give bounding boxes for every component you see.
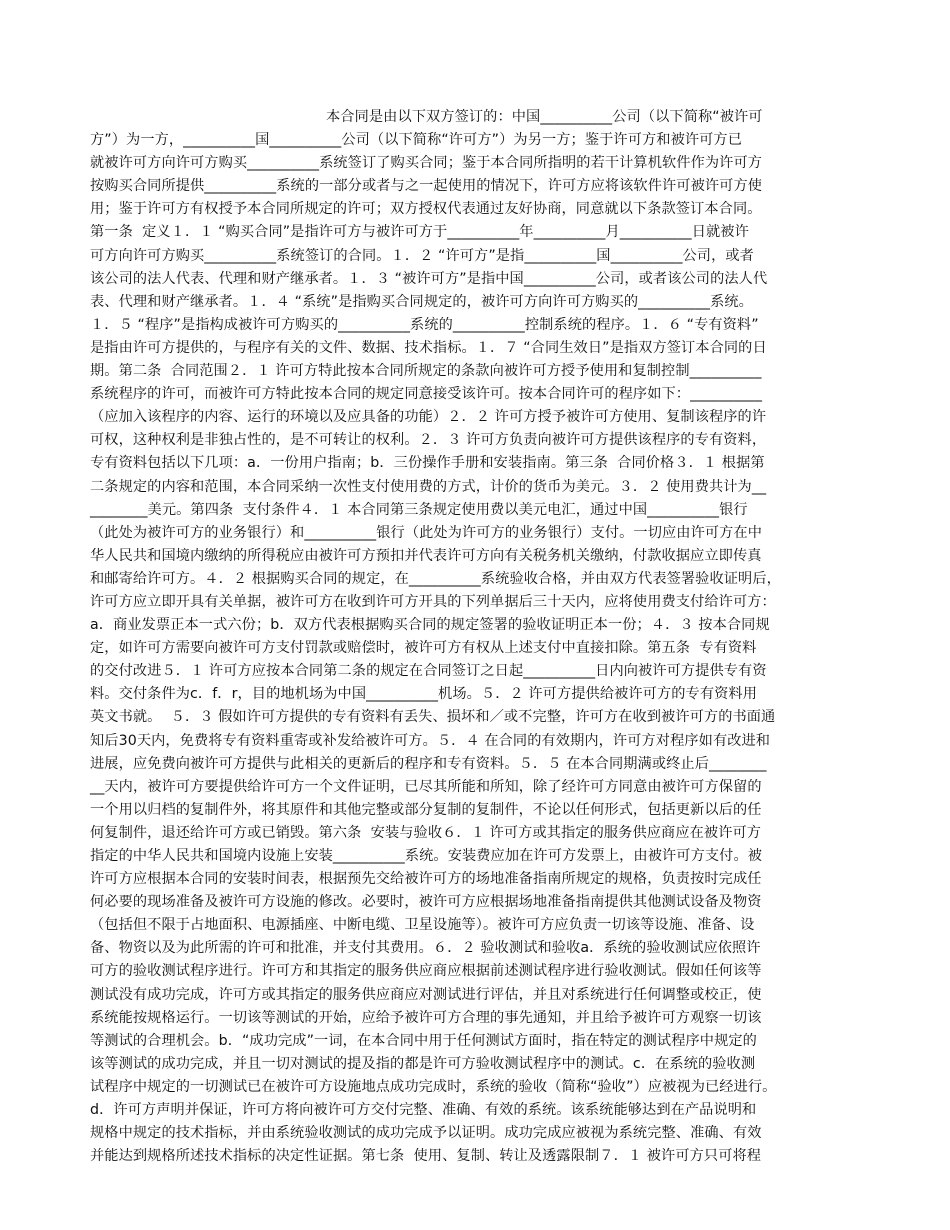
text-line: 该公司的法人代表、代理和财产继承者。１．３ “被许可方”是指中国__________公司，或者该公司的法人代 <box>90 270 768 287</box>
text-line: 按购买合同所提供__________系统的一部分或者与之一起使用的情况下，许可方应将该软件许可被许可方使 <box>90 178 763 195</box>
text-line: 第一条 定义１．１ “购买合同”是指许可方与被许可方于__________年__________月__________日就被许 <box>90 224 749 241</box>
text-line: 专有资料包括以下几项：a．一份用户指南；b．三份操作手册和安装指南。第三条 合同价格３．１ 根据第 <box>90 455 765 472</box>
text-line: 二条规定的内容和范围，本合同采纳一次性支付使用费的方式，计价的货币为美元。３．２ 使用费共计为__ <box>90 478 767 495</box>
text-line: a．商业发票正本一式六份；b．双方代表根据购买合同的规定签署的验收证明正本一份；４．３ 按本合同规 <box>90 617 770 634</box>
text-line: 可权，这种权利是非独占性的，是不可转让的权利。２．３ 许可方负责向被许可方提供该程序的专有资料， <box>90 432 767 449</box>
text-line: 指定的中华人民共和国境内设施上安装__________系统。安装费应加在许可方发票上，由被许可方支付。被 <box>90 848 763 864</box>
text-line: 备、物资以及为此所需的许可和批准，并支付其费用。６．２ 验收测试和验收a．系统的验收测试应依照许 <box>90 940 761 957</box>
text-line: 试程序中规定的一切测试已在被许可方设施地点成功完成时，系统的验收（简称“验收”）应被视为已经进行。 <box>90 1078 777 1095</box>
text-line: （应加入该程序的内容、运行的环境以及应具备的功能）２．２ 许可方授予被许可方使用、复制该程序的许 <box>90 409 767 426</box>
text-line: 测试没有成功完成，许可方或其指定的服务供应商应对测试进行评估，并且对系统进行任何调整或校正，使 <box>90 986 762 1003</box>
text-line: ________美元。第四条 支付条件４．１ 本合同第三条规定使用费以美元电汇，通过中国__________银行 <box>90 501 748 518</box>
text-line: 本合同是由以下双方签订的：中国__________公司（以下简称“被许可 <box>326 109 763 125</box>
text-line: 系统程序的许可，而被许可方特此按本合同的规定同意接受该许可。按本合同许可的程序如下：__________ <box>90 386 763 403</box>
text-line: 和邮寄给许可方。４．２ 根据购买合同的规定，在__________系统验收合格，并由双方代表签署验收证明后， <box>90 570 781 587</box>
text-line: 进展，应免费向被许可方提供与此相关的更新后的程序和专有资料。５．５ 在本合同期满或终止后________ <box>90 755 767 772</box>
text-line: 何复制件，退还给许可方或已销毁。第六条 安装与验收６．１ 许可方或其指定的服务供应商应在被许可方 <box>90 824 762 841</box>
text-line: （包括但不限于占地面积、电源插座、中断电缆、卫星设施等）。被许可方应负责一切该等设施、准备、设 <box>90 917 755 934</box>
text-line: 定，如许可方需要向被许可方支付罚款或赔偿时，被许可方有权从上述支付中直接扣除。第五条 专有资料 <box>90 640 757 657</box>
text-line: 等测试的合理机会。b．“成功完成”一词，在本合同中用于任何测试方面时，指在特定的测试程序中规定的 <box>90 1032 757 1049</box>
text-line: 规格中规定的技术指标，并由系统验收测试的成功完成予以证明。成功完成应被视为系统完整、准确、有效 <box>90 1125 762 1142</box>
text-line: 表、代理和财产继承者。１．４ “系统”是指购买合同规定的，被许可方向许可方购买的__________系统。 <box>90 293 753 310</box>
text-line: 何必要的现场准备及被许可方设施的修改。必要时，被许可方应根据场地准备指南提供其他测试设备及物资 <box>90 894 762 911</box>
text-line: 英文书就。 ５．３ 假如许可方提供的专有资料有丢失、损坏和／或不完整，许可方在收到被许可方的书面通 <box>90 709 776 726</box>
text-line: 华人民共和国境内缴纳的所得税应由被许可方预扣并代表许可方向有关税务机关缴纳，付款收据应立即传真 <box>90 547 762 564</box>
text-line: __天内，被许可方要提供给许可方一个文件证明，已尽其所能和所知，除了经许可方同意由被许可方保留的 <box>90 778 762 795</box>
text-line: （此处为被许可方的业务银行）和__________银行（此处为许可方的业务银行）支付。一切应由许可方在中 <box>90 524 763 541</box>
text-line: 料。交付条件为c．f．r，目的地机场为中国__________机场。５．２ 许可方提供给被许可方的专有资料用 <box>90 686 757 703</box>
text-line: 并能达到规格所述技术指标的决定性证据。第七条 使用、复制、转让及透露限制７．１ 被许可方只可将程 <box>90 1148 762 1165</box>
text-line: 许可方应立即开具有关单据，被许可方在收到许可方开具的下列单据后三十天内，应将使用费支付给许可方： <box>90 593 776 610</box>
text-line: 知后30天内，免费将专有资料重寄或补发给被许可方。５．４ 在合同的有效期内，许可方对程序如有改进和 <box>90 732 771 749</box>
text-line: 就被许可方向许可方购买__________系统签订了购买合同；鉴于本合同所指明的若干计算机软件作为许可方 <box>90 155 763 172</box>
text-line: 期。第二条 合同范围２．１ 许可方特此按本合同所规定的条款向被许可方授予使用和复制控制__________ <box>90 363 762 380</box>
text-line: 系统能按规格运行。一切该等测试的开始，应给予被许可方合理的事先通知，并且给予被许可方观察一切该 <box>90 1009 762 1026</box>
text-line: 该等测试的成功完成，并且一切对测试的提及指的都是许可方验收测试程序中的测试。c．在系统的验收测 <box>90 1055 756 1072</box>
contract-body-text <box>90 106 880 1168</box>
text-line: 可方向许可方购买__________系统签订的合同。１．２ “许可方”是指__________国__________公司，或者 <box>90 247 754 264</box>
text-line: １．５ “程序”是指构成被许可方购买的__________系统的__________控制系统的程序。１．６ “专有资料” <box>90 316 759 333</box>
text-line: 许可方应根据本合同的安装时间表，根据预先交给被许可方的场地准备指南所规定的规格，负责按时完成任 <box>90 871 762 888</box>
text-line: 是指由许可方提供的，与程序有关的文件、数据、技术指标。１．７ “合同生效日”是指双方签订本合同的日 <box>90 339 767 356</box>
text-line: 一个用以归档的复制件外，将其原件和其他完整或部分复制的复制件，不论以任何形式，包括更新以后的任 <box>90 801 762 818</box>
text-line: 的交付改进５．１ 许可方应按本合同第二条的规定在合同签订之日起__________日内向被许可方提供专有资 <box>90 663 767 680</box>
text-line: d．许可方声明并保证，许可方将向被许可方交付完整、准确、有效的系统。该系统能够达到在产品说明和 <box>90 1102 757 1119</box>
text-line: 用；鉴于许可方有权授予本合同所规定的许可；双方授权代表通过友好协商，同意就以下条款签订本合同。 <box>90 201 762 218</box>
text-line: 方”）为一方，__________国__________公司（以下简称“许可方”）为另一方；鉴于许可方和被许可方已 <box>90 132 743 149</box>
text-line: 可方的验收测试程序进行。许可方和其指定的服务供应商应根据前述测试程序进行验收测试。假如任何该等 <box>90 963 762 980</box>
